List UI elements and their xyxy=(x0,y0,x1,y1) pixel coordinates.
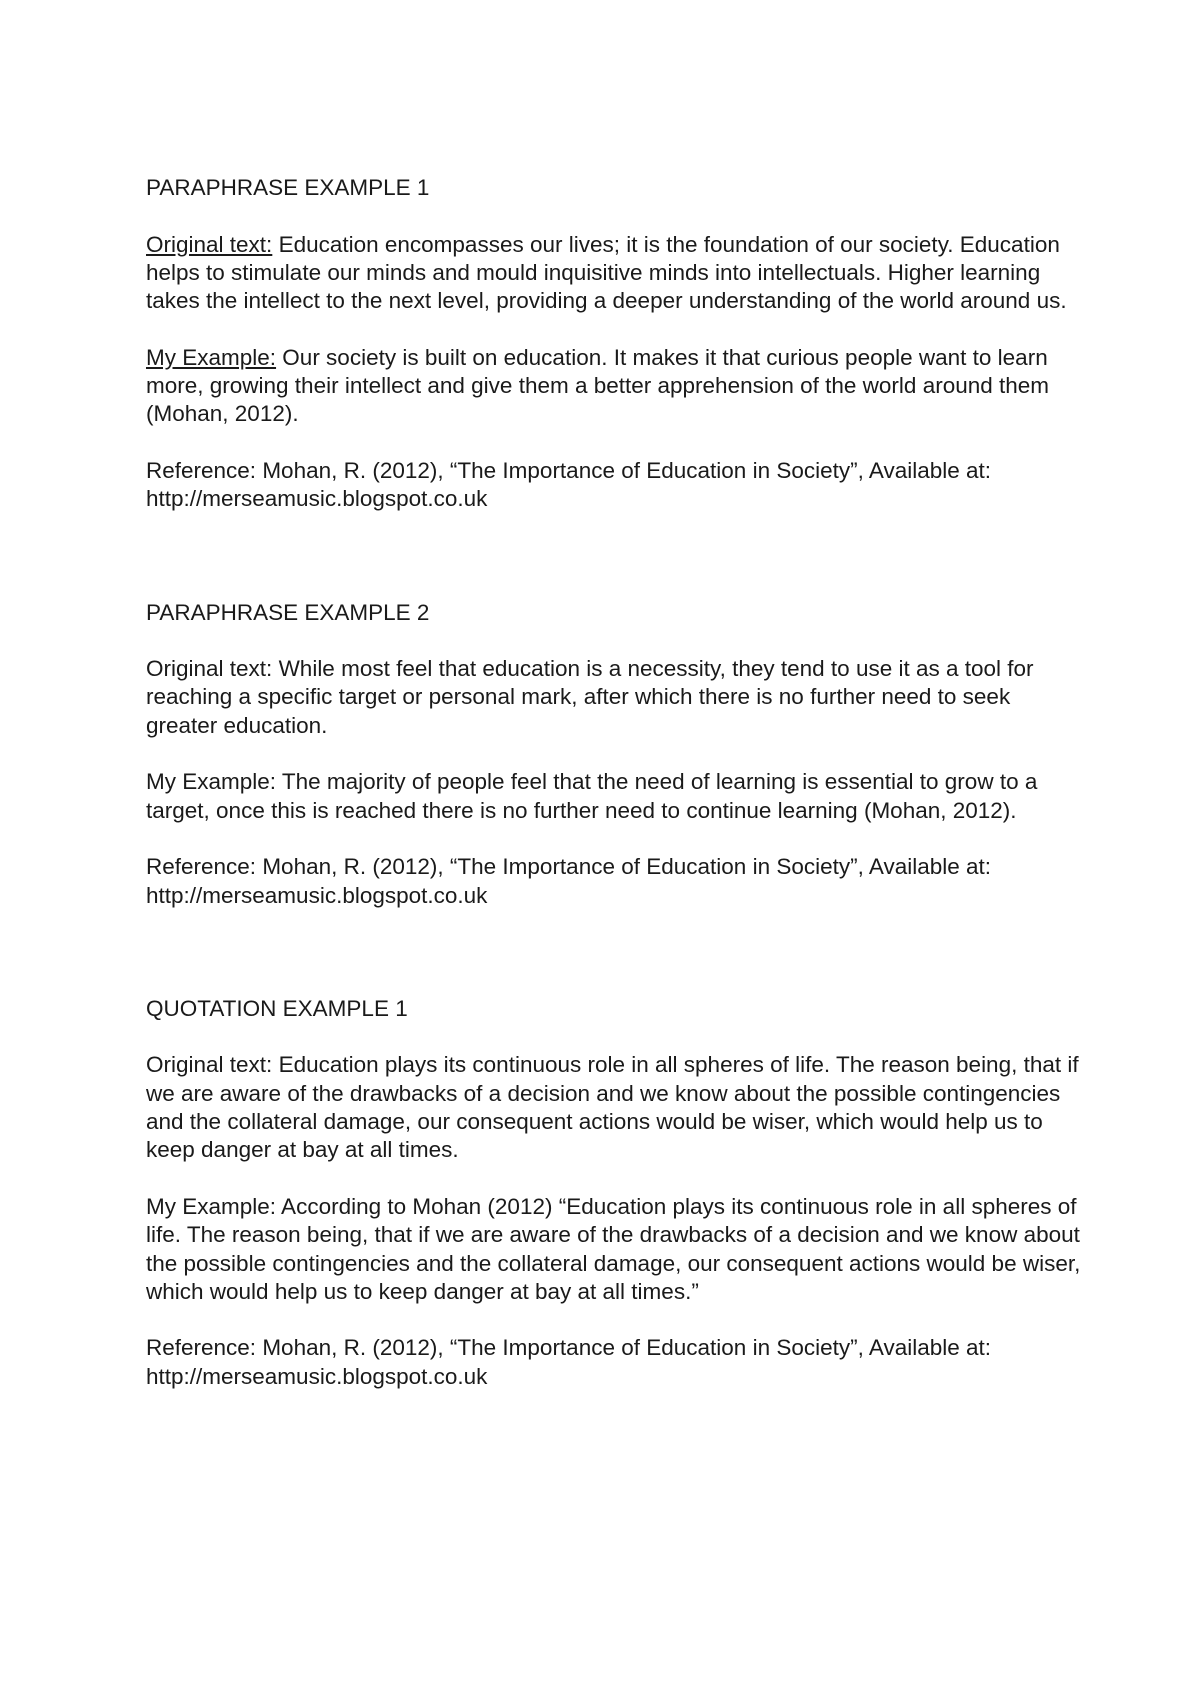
paraphrase-example-2 xyxy=(146,599,1086,910)
my-example-body: The majority of people feel that the need of learning is essential to grow to a target, once this is reached there is no further need to continue learning (Mohan, 2012). xyxy=(146,769,1038,823)
my-example-paragraph xyxy=(146,1193,1086,1306)
paraphrase-example-1 xyxy=(146,174,1086,514)
quotation-example-1 xyxy=(146,995,1086,1391)
reference-body: Mohan, R. (2012), “The Importance of Education in Society”, Available at: http://merseamusic.blogspot.co.uk xyxy=(146,1335,992,1389)
original-text-body: Education encompasses our lives; it is the foundation of our society. Education helps to stimulate our minds and mould inquisitive minds into intellectuals. Higher learning takes the intellect to the next level, providing a deeper understanding of the world around us. xyxy=(146,231,1067,314)
original-text-label: Original text: xyxy=(146,656,273,682)
my-example-label: My Example: xyxy=(146,769,277,795)
reference-label: Reference: xyxy=(146,854,257,880)
document-page xyxy=(146,174,1086,1391)
original-text-body: While most feel that education is a necessity, they tend to use it as a tool for reaching a specific target or personal mark, after which there is no further need to seek greater education. xyxy=(146,656,1034,738)
original-text-label: Original text: xyxy=(146,231,273,257)
reference-body: Mohan, R. (2012), “The Importance of Education in Society”, Available at: http://merseamusic.blogspot.co.uk xyxy=(146,854,992,908)
my-example-body: Our society is built on education. It makes it that curious people want to learn more, growing their intellect and give them a better apprehension of the world around them (Mohan, 2012). xyxy=(146,344,1050,427)
original-text-body: Education plays its continuous role in all spheres of life. The reason being, that if we are aware of the drawbacks of a decision and we know about the possible contingencies and the collateral damage, our consequent actions would be wiser, which would help us to keep danger at bay at all times. xyxy=(146,1052,1079,1163)
reference-paragraph xyxy=(146,457,1086,514)
original-text-paragraph xyxy=(146,1051,1086,1164)
my-example-label: My Example: xyxy=(146,344,277,370)
original-text-label: Original text: xyxy=(146,1052,273,1078)
section-heading: PARAPHRASE EXAMPLE 1 xyxy=(146,175,430,200)
original-text-paragraph xyxy=(146,231,1086,316)
my-example-body: According to Mohan (2012) “Education plays its continuous role in all spheres of life. The reason being, that if we are aware of the drawbacks of a decision and we know about the possible contingencies and the collateral damage, our consequent actions would be wiser, which would help us to keep danger at bay at all times.” xyxy=(146,1193,1081,1304)
reference-label: Reference: xyxy=(146,1335,257,1361)
reference-body: Mohan, R. (2012), “The Importance of Education in Society”, Available at: http://merseamusic.blogspot.co.uk xyxy=(146,457,992,512)
my-example-paragraph xyxy=(146,768,1086,825)
my-example-label: My Example: xyxy=(146,1193,277,1219)
my-example-paragraph xyxy=(146,344,1086,429)
original-text-paragraph xyxy=(146,655,1086,740)
reference-paragraph xyxy=(146,1334,1086,1391)
section-heading: PARAPHRASE EXAMPLE 2 xyxy=(146,599,430,625)
reference-label: Reference: xyxy=(146,457,257,483)
reference-paragraph xyxy=(146,853,1086,910)
section-heading: QUOTATION EXAMPLE 1 xyxy=(146,995,408,1021)
